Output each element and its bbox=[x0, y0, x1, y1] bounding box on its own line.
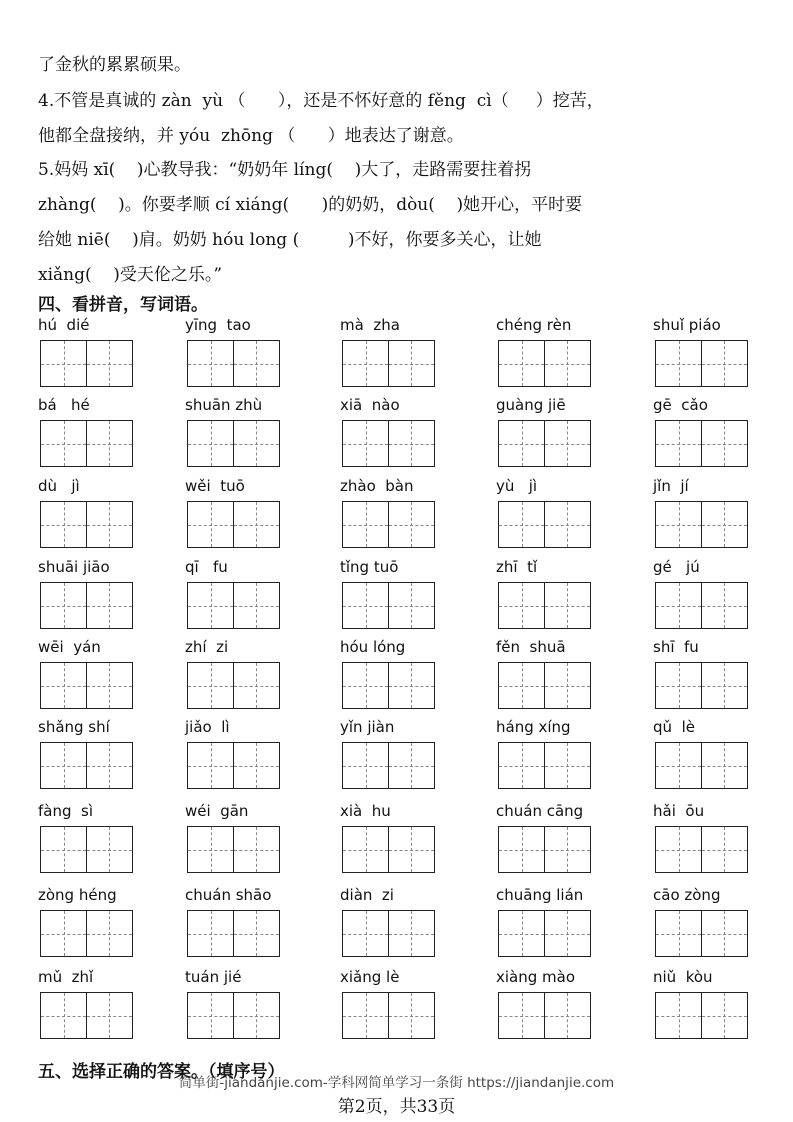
pinyin-word-cell bbox=[653, 638, 753, 718]
pinyin-row bbox=[38, 802, 758, 882]
pinyin-label: chuāng lián bbox=[496, 886, 584, 904]
tian-zi-ge-pair bbox=[40, 662, 136, 710]
pinyin-label: dù jì bbox=[38, 477, 80, 495]
pinyin-word-cell bbox=[185, 558, 285, 638]
pinyin-label: fěn shuā bbox=[496, 638, 566, 656]
pinyin-word-cell bbox=[496, 718, 596, 798]
pinyin-label: qǔ lè bbox=[653, 718, 695, 736]
pinyin-word-cell bbox=[38, 968, 138, 1048]
pinyin-word-cell bbox=[653, 968, 753, 1048]
tian-zi-ge-box[interactable] bbox=[233, 340, 280, 387]
tian-zi-ge-pair bbox=[498, 340, 594, 388]
tian-zi-ge-box[interactable] bbox=[655, 742, 702, 789]
pinyin-word-cell bbox=[496, 886, 596, 966]
pinyin-word-cell bbox=[185, 316, 285, 396]
tian-zi-ge-pair bbox=[498, 910, 594, 958]
pinyin-word-cell bbox=[340, 718, 440, 798]
pinyin-row bbox=[38, 718, 758, 798]
pinyin-word-cell bbox=[185, 968, 285, 1048]
pinyin-word-cell bbox=[496, 396, 596, 476]
pinyin-label: xiàng mào bbox=[496, 968, 576, 986]
pinyin-label: guàng jiē bbox=[496, 396, 566, 414]
tian-zi-ge-pair bbox=[40, 501, 136, 549]
pinyin-label: shǎng shí bbox=[38, 718, 110, 736]
tian-zi-ge-pair bbox=[655, 992, 751, 1040]
tian-zi-ge-pair bbox=[498, 662, 594, 710]
tian-zi-ge-pair bbox=[187, 340, 283, 388]
paragraph-line-5: zhàng( )。你要孝顺 cí xiáng( )的奶奶，dòu( )她开心，平时要 bbox=[38, 195, 583, 215]
tian-zi-ge-box[interactable] bbox=[701, 420, 748, 467]
pinyin-label: xiǎng lè bbox=[340, 968, 400, 986]
tian-zi-ge-pair bbox=[498, 420, 594, 468]
tian-zi-ge-pair bbox=[40, 340, 136, 388]
pinyin-word-cell bbox=[496, 558, 596, 638]
tian-zi-ge-box[interactable] bbox=[388, 742, 435, 789]
tian-zi-ge-box[interactable] bbox=[342, 742, 389, 789]
pinyin-label: wěi tuō bbox=[185, 477, 245, 495]
tian-zi-ge-box[interactable] bbox=[342, 910, 389, 957]
tian-zi-ge-pair bbox=[40, 826, 136, 874]
pinyin-word-cell bbox=[340, 316, 440, 396]
tian-zi-ge-pair bbox=[187, 742, 283, 790]
pinyin-word-cell bbox=[340, 968, 440, 1048]
pinyin-row bbox=[38, 968, 758, 1048]
tian-zi-ge-box[interactable] bbox=[655, 826, 702, 873]
tian-zi-ge-box[interactable] bbox=[701, 340, 748, 387]
pinyin-word-cell bbox=[340, 638, 440, 718]
page-footer: 第2页，共33页 bbox=[337, 1097, 456, 1117]
tian-zi-ge-box[interactable] bbox=[388, 826, 435, 873]
tian-zi-ge-pair bbox=[498, 992, 594, 1040]
pinyin-label: cāo zòng bbox=[653, 886, 721, 904]
pinyin-word-cell bbox=[653, 477, 753, 557]
pinyin-label: tuán jié bbox=[185, 968, 242, 986]
tian-zi-ge-box[interactable] bbox=[498, 420, 545, 467]
tian-zi-ge-box[interactable] bbox=[233, 910, 280, 957]
tian-zi-ge-box[interactable] bbox=[498, 662, 545, 709]
tian-zi-ge-pair bbox=[40, 420, 136, 468]
tian-zi-ge-box[interactable] bbox=[498, 340, 545, 387]
tian-zi-ge-box[interactable] bbox=[701, 501, 748, 548]
section-4-heading: 四、看拼音，写词语。 bbox=[38, 295, 208, 315]
pinyin-label: yù jì bbox=[496, 477, 538, 495]
tian-zi-ge-box[interactable] bbox=[187, 742, 234, 789]
tian-zi-ge-box[interactable] bbox=[498, 742, 545, 789]
tian-zi-ge-pair bbox=[187, 501, 283, 549]
tian-zi-ge-pair bbox=[342, 826, 438, 874]
tian-zi-ge-box[interactable] bbox=[86, 340, 133, 387]
pinyin-word-cell bbox=[653, 802, 753, 882]
pinyin-word-cell bbox=[340, 886, 440, 966]
pinyin-word-cell bbox=[496, 802, 596, 882]
tian-zi-ge-box[interactable] bbox=[388, 992, 435, 1039]
pinyin-word-cell bbox=[653, 886, 753, 966]
pinyin-row bbox=[38, 477, 758, 557]
pinyin-label: xiā nào bbox=[340, 396, 400, 414]
pinyin-label: qī fu bbox=[185, 558, 228, 576]
pinyin-row bbox=[38, 396, 758, 476]
tian-zi-ge-box[interactable] bbox=[498, 582, 545, 629]
pinyin-label: diàn zi bbox=[340, 886, 394, 904]
pinyin-word-cell bbox=[38, 886, 138, 966]
tian-zi-ge-pair bbox=[342, 992, 438, 1040]
tian-zi-ge-box[interactable] bbox=[187, 340, 234, 387]
pinyin-label: wēi yán bbox=[38, 638, 101, 656]
tian-zi-ge-pair bbox=[498, 501, 594, 549]
pinyin-word-cell bbox=[38, 718, 138, 798]
pinyin-row bbox=[38, 886, 758, 966]
pinyin-word-cell bbox=[185, 477, 285, 557]
tian-zi-ge-pair bbox=[655, 910, 751, 958]
pinyin-word-cell bbox=[185, 802, 285, 882]
tian-zi-ge-box[interactable] bbox=[498, 501, 545, 548]
pinyin-label: tǐng tuō bbox=[340, 558, 399, 576]
pinyin-word-cell bbox=[340, 477, 440, 557]
section-5-heading: 五、选择正确的答案。（填序号） bbox=[38, 1062, 285, 1082]
tian-zi-ge-box[interactable] bbox=[342, 501, 389, 548]
tian-zi-ge-pair bbox=[655, 826, 751, 874]
tian-zi-ge-pair bbox=[342, 501, 438, 549]
tian-zi-ge-box[interactable] bbox=[40, 420, 87, 467]
tian-zi-ge-pair bbox=[187, 662, 283, 710]
pinyin-label: gé jú bbox=[653, 558, 700, 576]
pinyin-word-cell bbox=[496, 316, 596, 396]
pinyin-word-cell bbox=[185, 638, 285, 718]
tian-zi-ge-box[interactable] bbox=[544, 662, 591, 709]
tian-zi-ge-pair bbox=[187, 910, 283, 958]
tian-zi-ge-box[interactable] bbox=[388, 501, 435, 548]
pinyin-label: chéng rèn bbox=[496, 316, 572, 334]
pinyin-label: fàng sì bbox=[38, 802, 94, 820]
tian-zi-ge-box[interactable] bbox=[40, 662, 87, 709]
pinyin-row bbox=[38, 316, 758, 396]
tian-zi-ge-box[interactable] bbox=[86, 992, 133, 1039]
pinyin-label: hǎi ōu bbox=[653, 802, 705, 820]
tian-zi-ge-box[interactable] bbox=[187, 992, 234, 1039]
tian-zi-ge-pair bbox=[655, 340, 751, 388]
tian-zi-ge-box[interactable] bbox=[86, 662, 133, 709]
tian-zi-ge-pair bbox=[655, 501, 751, 549]
tian-zi-ge-box[interactable] bbox=[544, 420, 591, 467]
tian-zi-ge-box[interactable] bbox=[701, 910, 748, 957]
tian-zi-ge-box[interactable] bbox=[233, 582, 280, 629]
tian-zi-ge-box[interactable] bbox=[388, 420, 435, 467]
tian-zi-ge-box[interactable] bbox=[86, 910, 133, 957]
tian-zi-ge-box[interactable] bbox=[701, 582, 748, 629]
tian-zi-ge-pair bbox=[342, 662, 438, 710]
pinyin-label: yǐn jiàn bbox=[340, 718, 395, 736]
pinyin-label: xià hu bbox=[340, 802, 391, 820]
pinyin-label: yīng tao bbox=[185, 316, 251, 334]
tian-zi-ge-box[interactable] bbox=[187, 910, 234, 957]
tian-zi-ge-box[interactable] bbox=[40, 501, 87, 548]
tian-zi-ge-box[interactable] bbox=[86, 501, 133, 548]
tian-zi-ge-box[interactable] bbox=[498, 826, 545, 873]
tian-zi-ge-box[interactable] bbox=[544, 742, 591, 789]
tian-zi-ge-pair bbox=[342, 582, 438, 630]
tian-zi-ge-box[interactable] bbox=[342, 582, 389, 629]
pinyin-word-cell bbox=[653, 316, 753, 396]
tian-zi-ge-box[interactable] bbox=[342, 340, 389, 387]
pinyin-word-cell bbox=[38, 638, 138, 718]
pinyin-word-cell bbox=[38, 396, 138, 476]
tian-zi-ge-box[interactable] bbox=[187, 826, 234, 873]
pinyin-label: shī fu bbox=[653, 638, 699, 656]
pinyin-word-cell bbox=[496, 638, 596, 718]
pinyin-label: jiǎo lì bbox=[185, 718, 230, 736]
tian-zi-ge-box[interactable] bbox=[544, 501, 591, 548]
pinyin-label: chuán cāng bbox=[496, 802, 584, 820]
tian-zi-ge-box[interactable] bbox=[544, 910, 591, 957]
pinyin-word-cell bbox=[185, 886, 285, 966]
pinyin-word-cell bbox=[185, 396, 285, 476]
pinyin-row bbox=[38, 638, 758, 718]
tian-zi-ge-box[interactable] bbox=[342, 420, 389, 467]
tian-zi-ge-box[interactable] bbox=[40, 910, 87, 957]
pinyin-word-cell bbox=[653, 558, 753, 638]
tian-zi-ge-box[interactable] bbox=[498, 992, 545, 1039]
tian-zi-ge-box[interactable] bbox=[86, 420, 133, 467]
pinyin-label: shuǐ piáo bbox=[653, 316, 721, 334]
tian-zi-ge-box[interactable] bbox=[233, 742, 280, 789]
tian-zi-ge-box[interactable] bbox=[40, 340, 87, 387]
paragraph-line-3: 他都全盘接纳，并 yóu zhōng （ ）地表达了谢意。 bbox=[38, 126, 464, 146]
tian-zi-ge-box[interactable] bbox=[40, 742, 87, 789]
tian-zi-ge-pair bbox=[40, 742, 136, 790]
pinyin-word-cell bbox=[653, 718, 753, 798]
watermark: 简单街-jiandanjie.com-学科网简单学习一条街 https://jiandanjie.com bbox=[178, 1075, 615, 1091]
paragraph-line-1: 了金秋的累累硕果。 bbox=[38, 55, 191, 75]
tian-zi-ge-pair bbox=[187, 582, 283, 630]
tian-zi-ge-box[interactable] bbox=[701, 662, 748, 709]
pinyin-label: hú dié bbox=[38, 316, 90, 334]
tian-zi-ge-box[interactable] bbox=[544, 992, 591, 1039]
tian-zi-ge-pair bbox=[342, 910, 438, 958]
pinyin-label: zhí zi bbox=[185, 638, 229, 656]
tian-zi-ge-pair bbox=[342, 340, 438, 388]
paragraph-line-4: 5.妈妈 xī( )心教导我：“奶奶年 líng( )大了，走路需要拄着拐 bbox=[38, 160, 532, 180]
tian-zi-ge-pair bbox=[655, 662, 751, 710]
tian-zi-ge-pair bbox=[187, 826, 283, 874]
tian-zi-ge-box[interactable] bbox=[655, 910, 702, 957]
tian-zi-ge-box[interactable] bbox=[655, 992, 702, 1039]
tian-zi-ge-pair bbox=[187, 992, 283, 1040]
tian-zi-ge-box[interactable] bbox=[701, 826, 748, 873]
tian-zi-ge-box[interactable] bbox=[342, 992, 389, 1039]
tian-zi-ge-box[interactable] bbox=[342, 826, 389, 873]
tian-zi-ge-pair bbox=[40, 910, 136, 958]
tian-zi-ge-box[interactable] bbox=[40, 826, 87, 873]
tian-zi-ge-box[interactable] bbox=[233, 662, 280, 709]
pinyin-label: shuāi jiāo bbox=[38, 558, 110, 576]
tian-zi-ge-box[interactable] bbox=[86, 582, 133, 629]
pinyin-label: zòng héng bbox=[38, 886, 117, 904]
tian-zi-ge-box[interactable] bbox=[655, 420, 702, 467]
tian-zi-ge-box[interactable] bbox=[86, 826, 133, 873]
paragraph-line-2: 4.不管是真诚的 zàn yù （ ），还是不怀好意的 fěng cì（ ）挖苦， bbox=[38, 91, 604, 111]
pinyin-label: bá hé bbox=[38, 396, 90, 414]
tian-zi-ge-box[interactable] bbox=[233, 826, 280, 873]
tian-zi-ge-box[interactable] bbox=[388, 582, 435, 629]
paragraph-line-6: 给她 niē( )肩。奶奶 hóu long ( )不好，你要多关心，让她 bbox=[38, 230, 542, 250]
tian-zi-ge-box[interactable] bbox=[701, 992, 748, 1039]
tian-zi-ge-box[interactable] bbox=[655, 501, 702, 548]
pinyin-word-cell bbox=[38, 477, 138, 557]
pinyin-row bbox=[38, 558, 758, 638]
pinyin-label: shuān zhù bbox=[185, 396, 263, 414]
tian-zi-ge-box[interactable] bbox=[655, 340, 702, 387]
pinyin-label: zhī tǐ bbox=[496, 558, 538, 576]
tian-zi-ge-pair bbox=[498, 742, 594, 790]
paragraph-line-7: xiǎng( )受天伦之乐。” bbox=[38, 265, 223, 285]
pinyin-word-cell bbox=[185, 718, 285, 798]
tian-zi-ge-box[interactable] bbox=[388, 662, 435, 709]
tian-zi-ge-box[interactable] bbox=[342, 662, 389, 709]
pinyin-word-cell bbox=[38, 316, 138, 396]
tian-zi-ge-pair bbox=[342, 742, 438, 790]
tian-zi-ge-box[interactable] bbox=[187, 582, 234, 629]
tian-zi-ge-box[interactable] bbox=[40, 992, 87, 1039]
tian-zi-ge-box[interactable] bbox=[187, 662, 234, 709]
tian-zi-ge-box[interactable] bbox=[388, 910, 435, 957]
tian-zi-ge-box[interactable] bbox=[233, 501, 280, 548]
pinyin-word-cell bbox=[340, 558, 440, 638]
tian-zi-ge-box[interactable] bbox=[498, 910, 545, 957]
pinyin-word-cell bbox=[38, 558, 138, 638]
pinyin-word-cell bbox=[496, 477, 596, 557]
tian-zi-ge-box[interactable] bbox=[544, 582, 591, 629]
tian-zi-ge-box[interactable] bbox=[655, 662, 702, 709]
tian-zi-ge-box[interactable] bbox=[655, 582, 702, 629]
tian-zi-ge-box[interactable] bbox=[701, 742, 748, 789]
tian-zi-ge-box[interactable] bbox=[233, 992, 280, 1039]
pinyin-word-cell bbox=[496, 968, 596, 1048]
tian-zi-ge-box[interactable] bbox=[233, 420, 280, 467]
tian-zi-ge-pair bbox=[655, 742, 751, 790]
pinyin-label: jǐn jí bbox=[653, 477, 689, 495]
pinyin-word-cell bbox=[340, 396, 440, 476]
tian-zi-ge-pair bbox=[187, 420, 283, 468]
pinyin-word-cell bbox=[340, 802, 440, 882]
pinyin-label: mǔ zhǐ bbox=[38, 968, 94, 986]
tian-zi-ge-box[interactable] bbox=[86, 742, 133, 789]
tian-zi-ge-pair bbox=[40, 992, 136, 1040]
tian-zi-ge-box[interactable] bbox=[544, 340, 591, 387]
tian-zi-ge-box[interactable] bbox=[388, 340, 435, 387]
pinyin-label: wéi gān bbox=[185, 802, 249, 820]
tian-zi-ge-box[interactable] bbox=[544, 826, 591, 873]
pinyin-label: niǔ kòu bbox=[653, 968, 713, 986]
tian-zi-ge-pair bbox=[498, 826, 594, 874]
tian-zi-ge-pair bbox=[40, 582, 136, 630]
pinyin-label: hóu lóng bbox=[340, 638, 406, 656]
pinyin-label: háng xíng bbox=[496, 718, 571, 736]
pinyin-word-cell bbox=[38, 802, 138, 882]
pinyin-label: chuán shāo bbox=[185, 886, 272, 904]
tian-zi-ge-box[interactable] bbox=[187, 420, 234, 467]
tian-zi-ge-pair bbox=[342, 420, 438, 468]
tian-zi-ge-pair bbox=[655, 582, 751, 630]
tian-zi-ge-pair bbox=[498, 582, 594, 630]
pinyin-label: mà zha bbox=[340, 316, 400, 334]
tian-zi-ge-box[interactable] bbox=[187, 501, 234, 548]
pinyin-label: gē cǎo bbox=[653, 396, 708, 414]
tian-zi-ge-pair bbox=[655, 420, 751, 468]
tian-zi-ge-box[interactable] bbox=[40, 582, 87, 629]
pinyin-word-cell bbox=[653, 396, 753, 476]
pinyin-label: zhào bàn bbox=[340, 477, 414, 495]
